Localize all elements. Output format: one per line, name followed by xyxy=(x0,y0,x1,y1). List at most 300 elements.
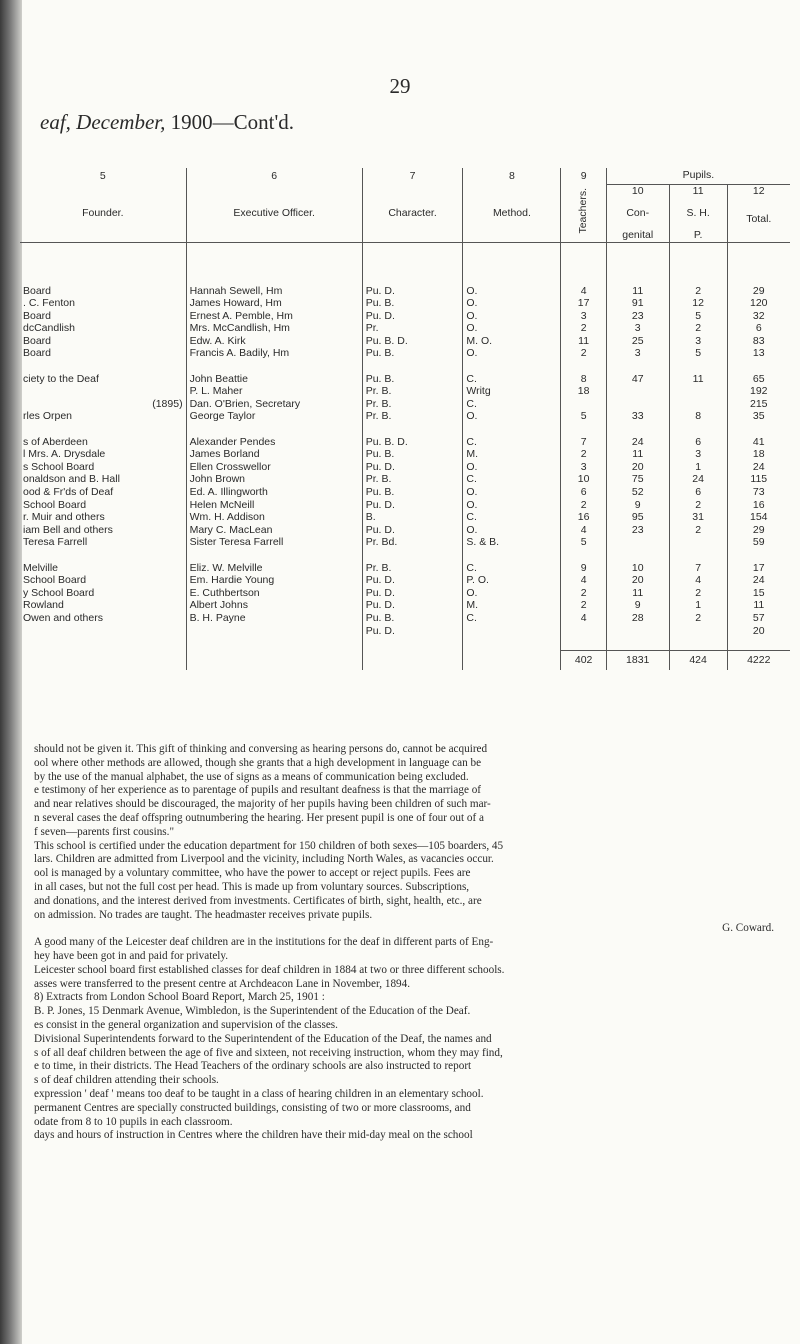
method-cell: O. xyxy=(463,461,561,474)
sh-p-cell: 3 xyxy=(669,448,727,461)
running-title xyxy=(40,110,294,135)
congenital-cell: 95 xyxy=(606,511,669,524)
footnote-line: B. P. Jones, 15 Denmark Avenue, Wimbledon, is the Superintendent of the Education of the Deaf. xyxy=(34,1005,471,1018)
congenital-cell: 20 xyxy=(606,461,669,474)
founder-header: Founder. xyxy=(82,206,124,219)
congenital-cell: 10 xyxy=(606,562,669,575)
table-row xyxy=(20,410,790,423)
character-cell: Pu. B. xyxy=(362,347,463,360)
table-row xyxy=(20,310,790,323)
executive-officer-cell: James Borland xyxy=(186,448,362,461)
teachers-cell: 2 xyxy=(561,599,606,612)
footnote-line: on admission. No trades are taught. The headmaster receives private pupils. xyxy=(34,908,373,921)
teachers-cell: 9 xyxy=(561,562,606,575)
method-cell: Writg xyxy=(463,385,561,398)
executive-officer-cell: Dan. O'Brien, Secretary xyxy=(186,398,362,411)
character-cell: Pu. B. D. xyxy=(362,335,463,348)
congenital-header-line1: Con- xyxy=(606,197,669,229)
founder-cell: (1895) xyxy=(152,397,183,410)
sh-p-cell: 6 xyxy=(669,486,727,499)
congenital-cell: 75 xyxy=(606,473,669,486)
sh-header-line1: S. H. xyxy=(669,197,727,229)
teachers-cell: 2 xyxy=(561,448,606,461)
character-cell: Pu. B. xyxy=(362,448,463,461)
character-cell xyxy=(362,549,463,562)
total-cell: 17 xyxy=(727,562,790,575)
total-cell: 32 xyxy=(727,310,790,323)
footnote-line: s of all deaf children between the age of five and sixteen, not receiving instruction, whom they may find, xyxy=(34,1046,503,1059)
total-cell: 215 xyxy=(727,398,790,411)
founder-cell: ood & Fr'ds of Deaf xyxy=(23,486,114,498)
congenital-cell: 52 xyxy=(606,486,669,499)
teachers-cell: 5 xyxy=(561,410,606,423)
total-cell: 192 xyxy=(727,385,790,398)
method-cell: M. xyxy=(463,448,561,461)
method-cell xyxy=(463,549,561,562)
teachers-cell: 2 xyxy=(561,347,606,360)
col-number-8: 8 xyxy=(463,168,561,184)
total-cell: 29 xyxy=(727,524,790,537)
col-number-12: 12 xyxy=(727,184,790,197)
congenital-cell: 9 xyxy=(606,499,669,512)
total-cell xyxy=(727,423,790,436)
executive-officer-cell: Helen McNeill xyxy=(186,499,362,512)
congenital-header-line2: genital xyxy=(606,229,669,242)
teachers-cell: 3 xyxy=(561,310,606,323)
total-cell: 41 xyxy=(727,436,790,449)
teachers-cell xyxy=(561,549,606,562)
founder-cell: iam Bell and others xyxy=(23,523,113,536)
executive-officer-cell: B. H. Payne xyxy=(186,612,362,625)
teachers-cell xyxy=(561,423,606,436)
character-cell: Pu. D. xyxy=(362,499,463,512)
executive-officer-cell: Hannah Sewell, Hm xyxy=(186,285,362,298)
congenital-cell xyxy=(606,385,669,398)
footnote-line: es consist in the general organization and supervision of the classes. xyxy=(34,1018,338,1031)
congenital-cell: 3 xyxy=(606,322,669,335)
founder-cell: Board xyxy=(23,309,52,322)
method-cell: O. xyxy=(463,486,561,499)
congenital-cell: 11 xyxy=(606,285,669,298)
total-cell: 57 xyxy=(727,612,790,625)
teachers-cell: 17 xyxy=(561,297,606,310)
total-cell: 59 xyxy=(727,536,790,549)
col-number-7: 7 xyxy=(362,168,463,184)
col-number-10: 10 xyxy=(606,184,669,197)
table-row xyxy=(20,486,790,499)
character-cell: Pu. B. xyxy=(362,297,463,310)
method-cell: M. xyxy=(463,599,561,612)
teachers-cell: 5 xyxy=(561,536,606,549)
executive-officer-cell: P. L. Maher xyxy=(186,385,362,398)
character-cell: Pu. B. xyxy=(362,612,463,625)
method-cell: O. xyxy=(463,499,561,512)
congenital-cell: 47 xyxy=(606,373,669,386)
teachers-cell: 18 xyxy=(561,385,606,398)
teachers-cell: 16 xyxy=(561,511,606,524)
table-row xyxy=(20,285,790,298)
total-sh-p: 424 xyxy=(669,650,727,670)
method-cell xyxy=(463,360,561,373)
sh-p-cell: 1 xyxy=(669,599,727,612)
sh-p-cell xyxy=(669,536,727,549)
executive-officer-cell: Albert Johns xyxy=(186,599,362,612)
executive-officer-cell: Ernest A. Pemble, Hm xyxy=(186,310,362,323)
executive-officer-cell: Eliz. W. Melville xyxy=(186,562,362,575)
founder-cell xyxy=(20,385,186,398)
sh-p-cell xyxy=(669,549,727,562)
congenital-cell: 23 xyxy=(606,524,669,537)
founder-cell: ciety to the Deaf xyxy=(23,372,99,385)
table-row xyxy=(20,562,790,575)
table-row xyxy=(20,398,790,411)
total-cell: 16 xyxy=(727,499,790,512)
founder-cell: Owen and others xyxy=(23,611,103,624)
footnotes xyxy=(34,743,794,1143)
character-cell: Pr. B. xyxy=(362,398,463,411)
sh-p-cell: 7 xyxy=(669,562,727,575)
founder-cell: . C. Fenton xyxy=(23,297,75,310)
table-row xyxy=(20,347,790,360)
footnote-line: Leicester school board first established classes for deaf children in 1884 at two or three different schools. xyxy=(34,963,505,976)
character-cell: Pr. B. xyxy=(362,473,463,486)
executive-officer-cell: E. Cuthbertson xyxy=(186,587,362,600)
character-header: Character. xyxy=(362,184,463,243)
footnote-line: ool is managed by a voluntary committee, who have the power to accept or reject pupils. Fees are xyxy=(34,867,471,880)
footnote-line: permanent Centres are specially constructed buildings, consisting of two or more classrooms, and xyxy=(34,1101,471,1114)
teachers-cell xyxy=(561,625,606,638)
executive-officer-cell: Sister Teresa Farrell xyxy=(186,536,362,549)
method-cell xyxy=(463,625,561,638)
congenital-cell xyxy=(606,625,669,638)
method-cell: O. xyxy=(463,410,561,423)
character-cell: Pr. B. xyxy=(362,562,463,575)
founder-cell: Board xyxy=(23,334,52,347)
character-cell: Pr. Bd. xyxy=(362,536,463,549)
footnote-line: A good many of the Leicester deaf children are in the institutions for the deaf in different parts of Eng- xyxy=(34,936,494,949)
executive-officer-cell: Ellen Crosswellor xyxy=(186,461,362,474)
method-cell: O. xyxy=(463,587,561,600)
sh-header-line2: P. xyxy=(669,229,727,242)
sh-p-cell: 31 xyxy=(669,511,727,524)
table-row xyxy=(20,549,790,562)
footnote-line: days and hours of instruction in Centres where the children have their mid-day meal on the school xyxy=(34,1129,473,1142)
footnote-line: odate from 8 to 10 pupils in each classroom. xyxy=(34,1115,233,1128)
character-cell: Pu. D. xyxy=(362,310,463,323)
character-cell: Pu. D. xyxy=(362,524,463,537)
table-row xyxy=(20,625,790,638)
table-row xyxy=(20,448,790,461)
character-cell xyxy=(362,423,463,436)
table-row xyxy=(20,473,790,486)
teachers-cell xyxy=(561,398,606,411)
method-cell: C. xyxy=(463,612,561,625)
footnote-line: 8) Extracts from London School Board Report, March 25, 1901 : xyxy=(34,991,325,1004)
table-row xyxy=(20,612,790,625)
founder-cell: r. Muir and others xyxy=(23,511,105,524)
total-cell: 83 xyxy=(727,335,790,348)
congenital-cell: 28 xyxy=(606,612,669,625)
character-cell: Pu. B. xyxy=(362,486,463,499)
founder-cell: Melville xyxy=(23,561,59,574)
method-cell: O. xyxy=(463,322,561,335)
founder-cell xyxy=(20,549,186,562)
total-cell: 120 xyxy=(727,297,790,310)
executive-officer-cell: James Howard, Hm xyxy=(186,297,362,310)
executive-officer-cell: Ed. A. Illingworth xyxy=(186,486,362,499)
teachers-cell: 4 xyxy=(561,524,606,537)
col-number-9: 9 xyxy=(561,168,606,184)
table-row xyxy=(20,536,790,549)
congenital-cell: 11 xyxy=(606,587,669,600)
table-row xyxy=(20,599,790,612)
sh-p-cell xyxy=(669,360,727,373)
method-cell: S. & B. xyxy=(463,536,561,549)
table-row xyxy=(20,297,790,310)
sh-p-cell xyxy=(669,385,727,398)
character-cell: Pr. xyxy=(362,322,463,335)
running-title-rest: 1900—Cont'd. xyxy=(165,110,294,134)
running-title-italic: eaf, December, xyxy=(40,110,166,134)
method-cell: O. xyxy=(463,524,561,537)
teachers-header-text: Teachers. xyxy=(577,188,590,234)
method-cell: O. xyxy=(463,297,561,310)
executive-officer-cell xyxy=(186,625,362,638)
congenital-cell: 24 xyxy=(606,436,669,449)
founder-cell: l Mrs. A. Drysdale xyxy=(23,448,106,461)
table-row xyxy=(20,385,790,398)
character-cell: Pu. B. D. xyxy=(362,436,463,449)
founder-cell: Rowland xyxy=(23,599,64,612)
teachers-cell xyxy=(561,360,606,373)
teachers-cell: 4 xyxy=(561,612,606,625)
founder-cell: rles Orpen xyxy=(23,410,73,423)
grand-total: 4222 xyxy=(727,650,790,670)
teachers-cell: 2 xyxy=(561,587,606,600)
total-cell xyxy=(727,549,790,562)
sh-p-cell: 2 xyxy=(669,499,727,512)
teachers-cell: 11 xyxy=(561,335,606,348)
sh-p-cell: 4 xyxy=(669,574,727,587)
congenital-cell: 11 xyxy=(606,448,669,461)
teachers-cell: 7 xyxy=(561,436,606,449)
sh-p-cell: 2 xyxy=(669,322,727,335)
total-cell: 24 xyxy=(727,574,790,587)
teachers-cell: 6 xyxy=(561,486,606,499)
executive-officer-cell: Alexander Pendes xyxy=(186,436,362,449)
congenital-cell: 23 xyxy=(606,310,669,323)
founder-cell: y School Board xyxy=(23,586,95,599)
method-cell: C. xyxy=(463,473,561,486)
executive-officer-cell: Em. Hardie Young xyxy=(186,574,362,587)
page-number: 29 xyxy=(389,74,411,98)
table-row xyxy=(20,373,790,386)
sh-p-cell: 3 xyxy=(669,335,727,348)
total-congenital: 1831 xyxy=(606,650,669,670)
sh-p-cell: 2 xyxy=(669,285,727,298)
total-cell: 73 xyxy=(727,486,790,499)
total-cell: 6 xyxy=(727,322,790,335)
teachers-header xyxy=(561,184,606,243)
founder-cell: School Board xyxy=(23,574,87,587)
congenital-cell: 3 xyxy=(606,347,669,360)
congenital-cell: 91 xyxy=(606,297,669,310)
total-cell: 11 xyxy=(727,599,790,612)
footnote-line: lars. Children are admitted from Liverpool and the vicinity, including North Wales, as vacancies occur. xyxy=(34,853,494,866)
executive-officer-cell: George Taylor xyxy=(186,410,362,423)
footnote-line: hey have been got in and paid for privately. xyxy=(34,949,229,962)
character-cell: Pu. D. xyxy=(362,461,463,474)
sh-p-cell: 2 xyxy=(669,524,727,537)
executive-officer-cell: John Beattie xyxy=(186,373,362,386)
book-spine-shadow xyxy=(0,0,22,1344)
total-cell: 13 xyxy=(727,347,790,360)
character-cell: Pu. D. xyxy=(362,599,463,612)
method-cell: M. O. xyxy=(463,335,561,348)
total-cell: 29 xyxy=(727,285,790,298)
footnote-line: n several cases the deaf offspring outnumbering the hearing. Her present pupil is one of four out of a xyxy=(34,811,484,824)
sh-p-cell: 2 xyxy=(669,587,727,600)
total-cell: 20 xyxy=(727,625,790,638)
footnote-line: f seven—parents first cousins." xyxy=(34,825,175,838)
footnote-line: Divisional Superintendents forward to the Superintendent of the Education of the Deaf, the names and xyxy=(34,1032,492,1045)
method-cell xyxy=(463,423,561,436)
congenital-cell xyxy=(606,536,669,549)
sh-p-cell xyxy=(669,625,727,638)
founder-cell: s of Aberdeen xyxy=(23,435,88,448)
executive-officer-cell xyxy=(186,549,362,562)
sh-p-cell: 8 xyxy=(669,410,727,423)
sh-p-cell: 11 xyxy=(669,373,727,386)
sh-p-cell: 12 xyxy=(669,297,727,310)
total-cell: 35 xyxy=(727,410,790,423)
teachers-cell: 4 xyxy=(561,574,606,587)
executive-officer-cell xyxy=(186,423,362,436)
character-cell: Pu. D. xyxy=(362,285,463,298)
congenital-cell: 9 xyxy=(606,599,669,612)
executive-officer-cell: John Brown xyxy=(186,473,362,486)
col-number-11: 11 xyxy=(669,184,727,197)
footnote-line: in all cases, but not the full cost per head. This is made up from voluntary sources. Subscriptions, xyxy=(34,880,470,893)
total-cell: 18 xyxy=(727,448,790,461)
character-cell: Pu. D. xyxy=(362,625,463,638)
character-cell: Pu. D. xyxy=(362,587,463,600)
character-cell: Pr. B. xyxy=(362,385,463,398)
teachers-cell: 8 xyxy=(561,373,606,386)
footnote-line: by the use of the manual alphabet, the use of signs as a means of communication being excluded. xyxy=(34,770,469,783)
method-cell: O. xyxy=(463,347,561,360)
executive-officer-cell: Wm. H. Addison xyxy=(186,511,362,524)
executive-officer-cell: Mrs. McCandlish, Hm xyxy=(186,322,362,335)
method-cell: C. xyxy=(463,436,561,449)
footnote-line: asses were transferred to the present centre at Archdeacon Lane in November, 1894. xyxy=(34,977,411,990)
method-cell: C. xyxy=(463,398,561,411)
table-body xyxy=(20,285,790,638)
footnote-line: and near relatives should be discouraged, the majority of her pupils having been children of such mar- xyxy=(34,798,491,811)
congenital-cell: 33 xyxy=(606,410,669,423)
table-row xyxy=(20,322,790,335)
sh-p-cell xyxy=(669,398,727,411)
total-header: Total. xyxy=(727,197,790,242)
table-row xyxy=(20,511,790,524)
total-cell: 115 xyxy=(727,473,790,486)
total-cell: 154 xyxy=(727,511,790,524)
table-row xyxy=(20,360,790,373)
founder-cell: Board xyxy=(23,284,52,297)
table-row xyxy=(20,499,790,512)
founder-cell xyxy=(20,423,186,436)
method-header: Method. xyxy=(463,184,561,243)
founder-cell: Board xyxy=(23,347,52,360)
character-cell: Pu. B. xyxy=(362,373,463,386)
founder-cell: s School Board xyxy=(23,460,95,473)
executive-officer-cell: Mary C. MacLean xyxy=(186,524,362,537)
teachers-cell: 10 xyxy=(561,473,606,486)
teachers-cell: 4 xyxy=(561,285,606,298)
sh-p-cell xyxy=(669,423,727,436)
table-row xyxy=(20,335,790,348)
method-cell: O. xyxy=(463,285,561,298)
congenital-cell xyxy=(606,398,669,411)
method-cell: P. O. xyxy=(463,574,561,587)
founder-cell xyxy=(20,625,186,638)
congenital-cell xyxy=(606,549,669,562)
table-row xyxy=(20,524,790,537)
sh-p-cell: 5 xyxy=(669,310,727,323)
table-row xyxy=(20,423,790,436)
teachers-cell: 2 xyxy=(561,499,606,512)
character-cell: Pu. D. xyxy=(362,574,463,587)
character-cell: B. xyxy=(362,511,463,524)
congenital-cell: 20 xyxy=(606,574,669,587)
founder-cell: dcCandlish xyxy=(23,322,75,335)
sh-p-cell: 24 xyxy=(669,473,727,486)
total-cell: 15 xyxy=(727,587,790,600)
total-teachers: 402 xyxy=(561,650,606,670)
congenital-cell: 25 xyxy=(606,335,669,348)
teachers-cell: 3 xyxy=(561,461,606,474)
founder-cell: onaldson and B. Hall xyxy=(23,473,120,486)
founder-cell: School Board xyxy=(23,498,87,511)
sh-p-cell: 6 xyxy=(669,436,727,449)
footnote-line: s of deaf children attending their schools. xyxy=(34,1074,219,1087)
table-row xyxy=(20,436,790,449)
total-cell: 24 xyxy=(727,461,790,474)
executive-officer-cell xyxy=(186,360,362,373)
total-cell xyxy=(727,360,790,373)
sh-p-cell: 5 xyxy=(669,347,727,360)
method-cell: C. xyxy=(463,373,561,386)
teachers-cell: 2 xyxy=(561,322,606,335)
total-cell: 65 xyxy=(727,373,790,386)
col-number-5: 5 xyxy=(99,169,106,182)
executive-officer-cell: Francis A. Badily, Hm xyxy=(186,347,362,360)
footnote-line: This school is certified under the education department for 150 children of both sexes—105 boarders, 45 xyxy=(34,839,504,852)
executive-officer-header: Executive Officer. xyxy=(186,184,362,243)
executive-officer-cell: Edw. A. Kirk xyxy=(186,335,362,348)
founder-cell: Teresa Farrell xyxy=(23,536,88,549)
sh-p-cell: 2 xyxy=(669,612,727,625)
schools-table xyxy=(20,168,790,670)
footnote-line: e testimony of her experience as to parentage of pupils and resultant deafness is that the marriage of xyxy=(34,784,482,797)
footnote-line: G. Coward. xyxy=(722,922,774,935)
col-number-6: 6 xyxy=(186,168,362,184)
table-row xyxy=(20,587,790,600)
congenital-cell xyxy=(606,423,669,436)
sh-p-cell: 1 xyxy=(669,461,727,474)
table-row xyxy=(20,574,790,587)
footnote-line: e to time, in their districts. The Head Teachers of the ordinary schools are also instructed to report xyxy=(34,1060,472,1073)
